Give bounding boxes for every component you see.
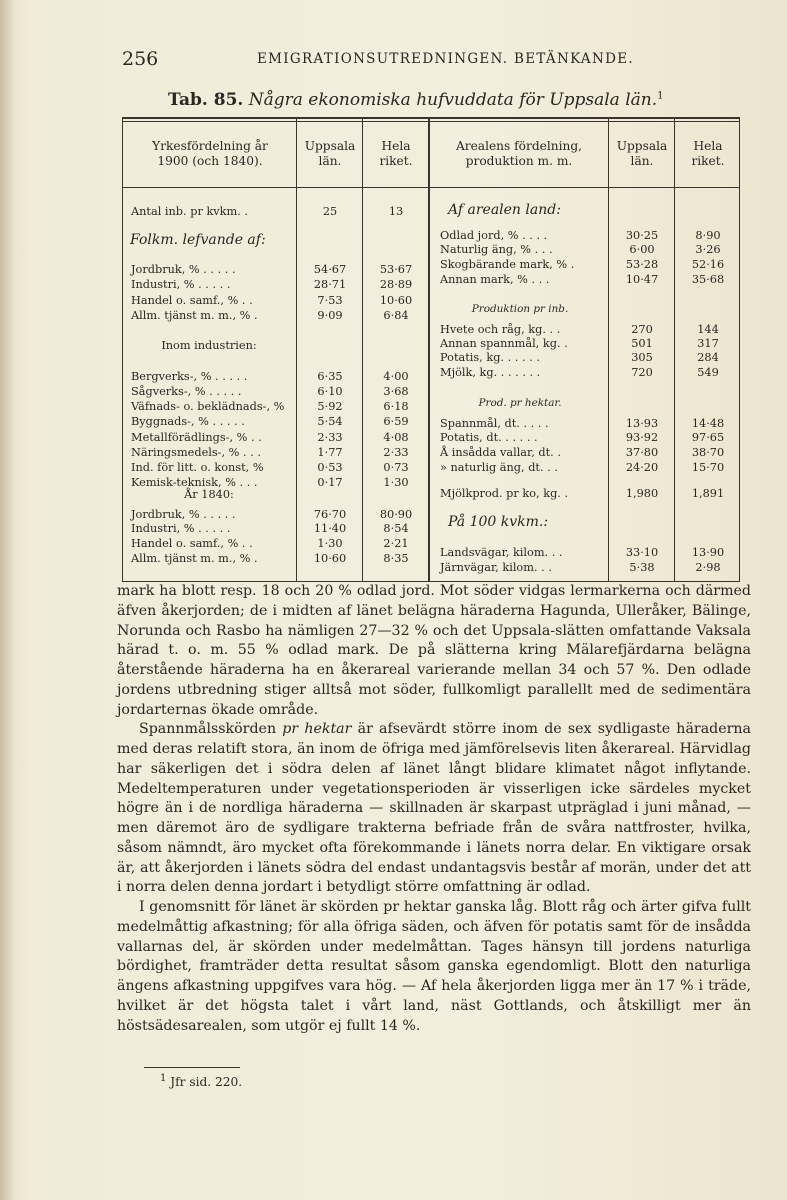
cell-riket: 13·90 xyxy=(691,546,725,559)
cell-riket: 14·48 xyxy=(691,417,725,430)
cell-riket: 4·08 xyxy=(383,431,409,444)
row-label: Mjölk, kg. . . . . . . xyxy=(440,366,541,379)
table-title-text: Några ekonomiska hufvuddata för Uppsala län. xyxy=(248,90,658,110)
cell-uppsala: 28·71 xyxy=(313,278,347,291)
body-text xyxy=(117,582,751,1036)
cell-riket: 4·00 xyxy=(383,370,409,383)
cell-uppsala: 0·53 xyxy=(317,461,343,474)
cell-riket: 2·21 xyxy=(383,537,409,550)
row-label: Industri, % . . . . . xyxy=(131,278,231,291)
cell-uppsala: 25 xyxy=(322,205,338,218)
header-bottom-rule xyxy=(122,187,740,188)
cell-uppsala: 13·93 xyxy=(625,417,659,430)
header-uppsala-right: Uppsala län. xyxy=(616,139,668,168)
col-rule xyxy=(122,117,123,582)
table-number: Tab. 85. xyxy=(168,90,244,110)
row-label: Hvete och råg, kg. . . xyxy=(440,323,561,336)
col-rule xyxy=(608,117,609,582)
cell-uppsala: 37·80 xyxy=(625,446,659,459)
row-group-label: Produktion pr inb. xyxy=(471,303,569,315)
row-label: Annan spannmål, kg. . xyxy=(440,337,568,350)
header-area: Arealens fördelning, produktion m. m. xyxy=(455,139,583,168)
cell-uppsala: 270 xyxy=(631,323,653,336)
footnote xyxy=(160,1072,243,1089)
row-label: Allm. tjänst m. m., % . xyxy=(131,552,258,565)
row-group-label: Af arealen land: xyxy=(448,202,561,218)
header-riket-left: Hela riket. xyxy=(379,139,413,168)
cell-uppsala: 1·30 xyxy=(317,537,343,550)
cell-uppsala: 33·10 xyxy=(625,546,659,559)
emphasis: pr hektar xyxy=(282,721,352,738)
cell-uppsala: 7·53 xyxy=(317,294,343,307)
table-footnote-mark: 1 xyxy=(657,90,664,102)
cell-uppsala: 5·54 xyxy=(317,415,343,428)
cell-uppsala: 1,980 xyxy=(625,487,659,500)
cell-uppsala: 501 xyxy=(631,337,653,350)
row-label: Skogbärande mark, % . xyxy=(440,258,575,271)
cell-riket: 38·70 xyxy=(691,446,725,459)
cell-uppsala: 11·40 xyxy=(313,522,347,535)
cell-uppsala: 720 xyxy=(631,366,653,379)
row-label: Handel o. samf., % . . xyxy=(131,294,253,307)
cell-uppsala: 6·35 xyxy=(317,370,343,383)
row-label: Mjölkprod. pr ko, kg. . xyxy=(440,487,569,500)
row-label: Metallförädlings-, % . . xyxy=(131,431,262,444)
row-group-label: År 1840: xyxy=(184,488,234,501)
row-label: » naturlig äng, dt. . . xyxy=(440,461,558,474)
paragraph: mark ha blott resp. 18 och 20 % odlad jord. Mot söder vidgas lermarkerna och därmed äfven åkerjorden; de i midten af länet belägna häraderna Hagunda, Ulleråker, Bälinge, Norunda och Rasbo ha nämligen 27—32 % och det Uppsala-slätten omfattande Vaksala härad t. o. m. 55 % odlad mark. De på slätterna kring Mälarefjärdarna belägna återstående häraderna ha en åkerareal varierande mellan 34 och 57 %. Den odlade jordens utbredning stiger alltså mot söder, fullkomligt parallellt med de sedimentära jordarternas ökade område. xyxy=(117,583,751,718)
cell-riket: 0·73 xyxy=(383,461,409,474)
cell-riket: 549 xyxy=(697,366,719,379)
row-label: Byggnads-, % . . . . . xyxy=(131,415,245,428)
row-label: Spannmål, dt. . . . . xyxy=(440,417,549,430)
paragraph xyxy=(117,720,751,898)
cell-riket: 317 xyxy=(697,337,719,350)
cell-riket: 6·84 xyxy=(383,309,409,322)
row-label: Sågverks-, % . . . . . xyxy=(131,385,242,398)
cell-riket: 52·16 xyxy=(691,258,725,271)
cell-uppsala: 6·10 xyxy=(317,385,343,398)
row-label: Järnvägar, kilom. . . xyxy=(440,561,552,574)
cell-riket: 284 xyxy=(697,351,719,364)
paragraph: I genomsnitt för länet är skörden pr hektar ganska låg. Blott råg och ärter gifva fullt medelmåttig afkastning; för alla öfriga säden, och äfven för potatis samt för de insådda vallarnas del, är skörden under medelmåttan. Tages hänsyn till jordens naturliga bördighet, framträder detta resultat såsom ganska egendomligt. Blott den naturliga ängens afkastning uppgifves vara hög. — Af hela åkerjorden ligga mer än 17 % i träde, hvilket är det högsta talet i vårt land, näst Gottlands, och åtskilligt mer än höstsädesarealen, som utgör ej fullt 14 %. xyxy=(117,899,751,1034)
cell-uppsala: 53·28 xyxy=(625,258,659,271)
row-label: Antal inb. pr kvkm. . xyxy=(131,205,248,218)
cell-riket: 6·18 xyxy=(383,400,409,413)
cell-riket: 6·59 xyxy=(383,415,409,428)
header-riket-right: Hela riket. xyxy=(691,139,725,168)
cell-riket: 3·26 xyxy=(695,243,721,256)
cell-riket: 80·90 xyxy=(379,508,413,521)
cell-riket: 8·54 xyxy=(383,522,409,535)
table-top-rule-thin xyxy=(122,121,740,122)
row-label: Ind. för litt. o. konst, % xyxy=(131,461,264,474)
cell-riket: 1·30 xyxy=(383,476,409,489)
cell-uppsala: 10·47 xyxy=(625,273,659,286)
cell-uppsala: 5·92 xyxy=(317,400,343,413)
row-label: Väfnads- o. beklädnads-, % xyxy=(131,400,285,413)
row-label: Kemisk-teknisk, % . . . xyxy=(131,476,258,489)
footnote-rule xyxy=(144,1067,240,1068)
cell-uppsala: 24·20 xyxy=(625,461,659,474)
cell-riket: 1,891 xyxy=(691,487,725,500)
row-label: Jordbruk, % . . . . . xyxy=(131,263,236,276)
row-label: Allm. tjänst m. m., % . xyxy=(131,309,258,322)
col-rule xyxy=(362,117,363,582)
cell-riket: 8·90 xyxy=(695,229,721,242)
row-group-label: Prod. pr hektar. xyxy=(478,397,562,409)
row-label: Bergverks-, % . . . . . xyxy=(131,370,248,383)
row-label: Å insådda vallar, dt. . xyxy=(440,446,561,459)
cell-riket: 3·68 xyxy=(383,385,409,398)
cell-riket: 28·89 xyxy=(379,278,413,291)
row-label: Industri, % . . . . . xyxy=(131,522,231,535)
table-top-rule xyxy=(122,117,740,119)
cell-riket: 2·33 xyxy=(383,446,409,459)
row-group-label: På 100 kvkm.: xyxy=(448,514,549,530)
header-occupation: Yrkesfördelning år 1900 (och 1840). xyxy=(152,139,268,168)
cell-riket: 35·68 xyxy=(691,273,725,286)
footnote-mark: 1 xyxy=(160,1072,167,1084)
cell-riket: 13 xyxy=(388,205,404,218)
row-label: Handel o. samf., % . . xyxy=(131,537,253,550)
cell-uppsala: 9·09 xyxy=(317,309,343,322)
cell-riket: 144 xyxy=(697,323,719,336)
paragraph-text: Spannmålsskörden xyxy=(139,721,283,738)
row-label: Jordbruk, % . . . . . xyxy=(131,508,236,521)
binding-shadow xyxy=(0,0,14,1200)
row-label: Näringsmedels-, % . . . xyxy=(131,446,261,459)
col-rule xyxy=(296,117,297,582)
col-rule xyxy=(428,117,430,582)
row-label: Annan mark, % . . . xyxy=(440,273,550,286)
table-title xyxy=(168,90,664,110)
cell-uppsala: 1·77 xyxy=(317,446,343,459)
cell-uppsala: 93·92 xyxy=(625,431,659,444)
cell-uppsala: 6·00 xyxy=(629,243,655,256)
col-rule xyxy=(739,117,740,582)
row-label: Potatis, kg. . . . . . xyxy=(440,351,540,364)
row-label: Potatis, dt. . . . . . xyxy=(440,431,538,444)
row-label: Landsvägar, kilom. . . xyxy=(440,546,563,559)
footnote-text: Jfr sid. 220. xyxy=(170,1075,243,1089)
cell-uppsala: 305 xyxy=(631,351,653,364)
row-label: Naturlig äng, % . . . xyxy=(440,243,553,256)
cell-riket: 53·67 xyxy=(379,263,413,276)
page-number: 256 xyxy=(122,48,159,70)
row-group-label: Inom industrien: xyxy=(161,339,257,352)
cell-uppsala: 0·17 xyxy=(317,476,343,489)
cell-uppsala: 5·38 xyxy=(629,561,655,574)
cell-uppsala: 2·33 xyxy=(317,431,343,444)
cell-riket: 10·60 xyxy=(379,294,413,307)
running-header xyxy=(122,48,747,72)
cell-uppsala: 76·70 xyxy=(313,508,347,521)
row-group-label: Folkm. lefvande af: xyxy=(130,232,266,248)
economic-data-table xyxy=(122,117,740,582)
cell-uppsala: 10·60 xyxy=(313,552,347,565)
cell-riket: 15·70 xyxy=(691,461,725,474)
col-rule xyxy=(674,117,675,582)
paragraph-text: är afsevärdt större inom de sex sydligaste häraderna med deras relatift stora, än inom de öfriga med jämförelsevis liten åkerareal. Härvidlag har säkerligen det i södra delen af länet långt blidare klimatet något inflytande. Medeltemperaturen under vegetationsperioden är visserligen icke särdeles mycket högre än i de nordliga häraderna — skillnaden är skarpast utpräglad i juni månad, — men däremot äro de sydligare trakterna befriade från de svåra nattfroster, hvilka, såsom nämndt, äro mycket ofta förekommande i länets norra delar. En viktigare orsak är, att åkerjorden i länets södra del endast undantagsvis består af morän, under det att i norra delen denna jordart i betydligt större omfattning är odlad. xyxy=(117,721,752,896)
cell-riket: 97·65 xyxy=(691,431,725,444)
cell-uppsala: 54·67 xyxy=(313,263,347,276)
header-uppsala-left: Uppsala län. xyxy=(304,139,356,168)
cell-riket: 8·35 xyxy=(383,552,409,565)
running-title: EMIGRATIONSUTREDNINGEN. BETÄNKANDE. xyxy=(257,51,634,67)
cell-riket: 2·98 xyxy=(695,561,721,574)
cell-uppsala: 30·25 xyxy=(625,229,659,242)
row-label: Odlad jord, % . . . . xyxy=(440,229,548,242)
